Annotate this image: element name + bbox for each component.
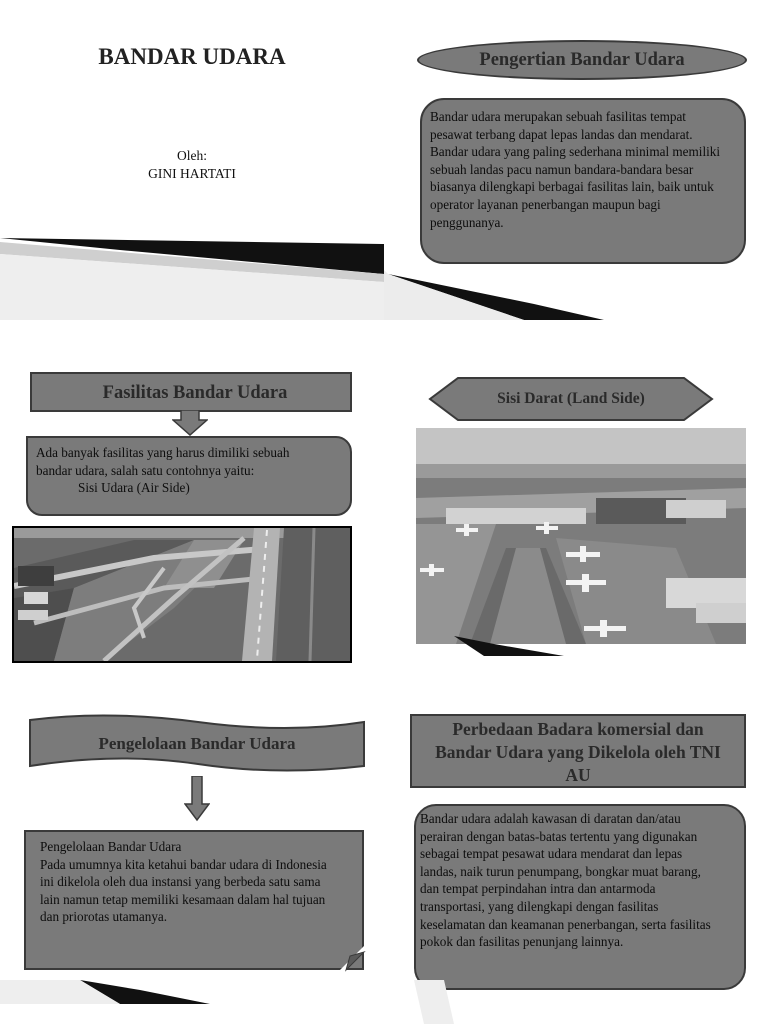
decorative-swoosh bbox=[384, 980, 768, 1024]
management-title: Pengelolaan Bandar Udara bbox=[98, 734, 296, 753]
definition-title-pill bbox=[417, 40, 747, 80]
differences-body-box bbox=[414, 804, 746, 990]
airside-photo bbox=[12, 526, 352, 663]
management-line: lain namun tetap memiliki kesamaan dalam hal tujuan bbox=[40, 891, 326, 907]
arrow-down-icon bbox=[184, 776, 210, 822]
differences-line: perairan dengan batas-batas tertentu yang digunakan bbox=[420, 828, 698, 844]
facilities-title: Fasilitas Bandar Udara bbox=[102, 383, 288, 403]
differences-title-line: Perbedaan Badara komersial dan bbox=[452, 719, 704, 739]
differences-line: pokok dan fasilitas penunjang lainnya. bbox=[420, 934, 624, 950]
differences-line: dan tempat perpindahan intra dan antarmoda bbox=[420, 881, 656, 897]
definition-line: Bandar udara yang paling sederhana minimal memiliki bbox=[430, 144, 721, 160]
slide-landside bbox=[384, 352, 768, 664]
definition-line: biasanya dilengkapi berbagai fasilitas lain, baik untuk bbox=[430, 179, 714, 195]
landside-title: Sisi Darat (Land Side) bbox=[497, 390, 645, 407]
differences-line: transportasi, yang dilengkapi dengan fasilitas bbox=[420, 898, 659, 914]
definition-line: pesawat terbang dapat lepas landas dan mendarat. bbox=[430, 126, 693, 142]
slide-definition bbox=[384, 0, 768, 320]
differences-title-box bbox=[410, 714, 746, 788]
slide-facilities bbox=[0, 352, 384, 664]
differences-line: keselamatan dan keamanan penerbangan, serta fasilitas bbox=[420, 916, 711, 932]
definition-line: Bandar udara merupakan sebuah fasilitas tempat bbox=[430, 109, 686, 124]
decorative-swoosh bbox=[384, 636, 768, 664]
facilities-line: Ada banyak fasilitas yang harus dimiliki sebuah bbox=[36, 445, 290, 460]
differences-title-line: Bandar Udara yang Dikelola oleh TNI bbox=[435, 742, 721, 762]
facilities-item: Sisi Udara (Air Side) bbox=[78, 480, 190, 496]
slide-title bbox=[0, 0, 384, 320]
definition-line: operator layanan penerbangan maupun bagi bbox=[430, 196, 661, 212]
differences-title-line: AU bbox=[565, 765, 591, 785]
landside-photo bbox=[416, 428, 746, 644]
differences-line: landas, naik turun penumpang, bongkar muat barang, bbox=[420, 863, 701, 879]
differences-line: sebagai tempat pesawat udara mendarat dan lepas bbox=[420, 846, 683, 862]
slide-management bbox=[0, 700, 384, 1024]
decorative-swoosh bbox=[384, 270, 768, 320]
arrow-down-icon bbox=[172, 410, 208, 436]
definition-line: penggunanya. bbox=[430, 214, 504, 230]
page-curl bbox=[340, 946, 366, 972]
author-name: GINI HARTATI bbox=[148, 166, 236, 181]
decorative-swoosh bbox=[0, 228, 384, 320]
management-line: ini dikelola oleh dua instansi yang berbeda satu sama bbox=[40, 874, 321, 890]
decorative-swoosh bbox=[0, 980, 384, 1024]
slide-differences bbox=[384, 700, 768, 1024]
management-line: dan priorotas utamanya. bbox=[40, 909, 168, 925]
management-line: Pada umumnya kita ketahui bandar udara di Indonesia bbox=[40, 856, 327, 872]
management-body-heading: Pengelolaan Bandar Udara bbox=[40, 839, 182, 854]
facilities-body-box bbox=[26, 436, 352, 516]
facilities-line: bandar udara, salah satu contohnya yaitu: bbox=[36, 462, 255, 478]
management-body-box bbox=[24, 830, 364, 970]
by-label: Oleh: bbox=[177, 148, 207, 163]
definition-body-box bbox=[420, 98, 746, 264]
differences-line: Bandar udara adalah kawasan di daratan dan/atau bbox=[420, 811, 681, 826]
page-title: BANDAR UDARA bbox=[98, 44, 286, 69]
definition-line: sebuah landas pacu namun bandara-bandara besar bbox=[430, 161, 694, 177]
facilities-title-box bbox=[30, 372, 352, 412]
definition-title: Pengertian Bandar Udara bbox=[479, 50, 685, 70]
